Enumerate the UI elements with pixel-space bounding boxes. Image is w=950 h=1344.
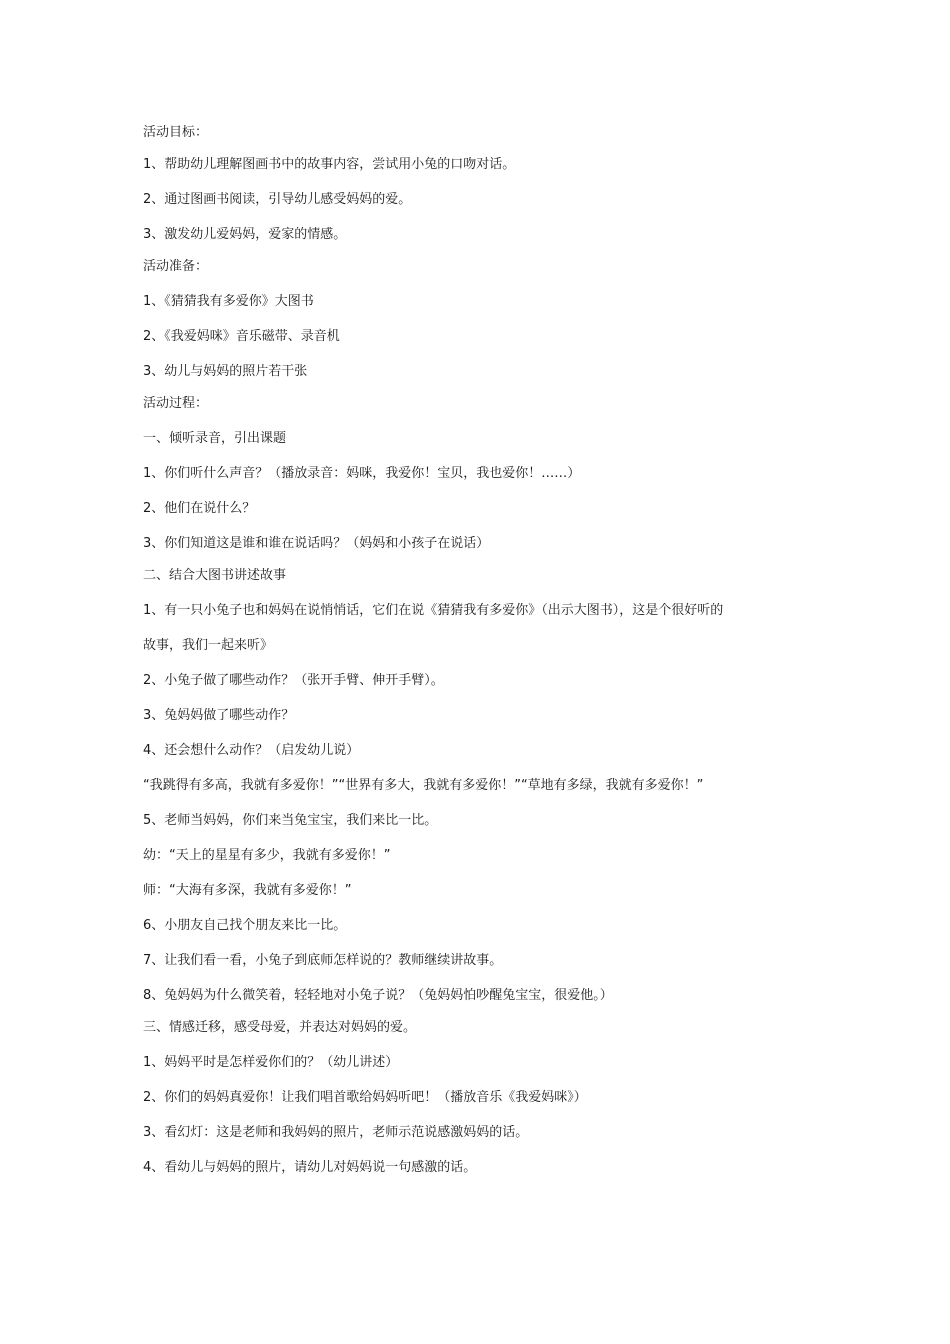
process-2-quote: “我跳得有多高，我就有多爱你！”“世界有多大，我就有多爱你！”“草地有多绿，我就有多爱你！” — [143, 778, 704, 793]
prep-item-3: 3、幼儿与妈妈的照片若干张 — [143, 364, 308, 379]
process-2-item-8: 8、兔妈妈为什么微笑着，轻轻地对小兔子说？（兔妈妈怕吵醒兔宝宝，很爱他。） — [143, 988, 613, 1003]
goal-item-1: 1、帮助幼儿理解图画书中的故事内容，尝试用小兔的口吻对话。 — [143, 157, 516, 172]
process-1-item-1: 1、你们听什么声音？（播放录音：妈咪，我爱你！宝贝，我也爱你！……） — [143, 466, 581, 481]
process-2-item-1-cont: 故事，我们一起来听》 — [143, 638, 274, 653]
process-2-item-1: 1、有一只小兔子也和妈妈在说悄悄话，它们在说《猜猜我有多爱你》（出示大图书），这是个很好听的 — [143, 603, 724, 618]
process-2-item-7: 7、让我们看一看，小兔子到底师怎样说的？教师继续讲故事。 — [143, 953, 503, 968]
prep-item-2: 2、《我爱妈咪》音乐磁带、录音机 — [143, 329, 340, 344]
section-heading-process: 活动过程： — [143, 396, 209, 411]
process-part-3-heading: 三、情感迁移，感受母爱，并表达对妈妈的爱。 — [143, 1020, 417, 1035]
process-2-item-6: 6、小朋友自己找个朋友来比一比。 — [143, 918, 347, 933]
process-2-item-3: 3、兔妈妈做了哪些动作？ — [143, 708, 295, 723]
process-part-1-heading: 一、倾听录音，引出课题 — [143, 431, 287, 446]
document-body — [143, 124, 823, 1194]
process-2-teacher-line: 师：“大海有多深，我就有多爱你！” — [143, 883, 352, 898]
section-heading-goals: 活动目标： — [143, 125, 209, 140]
goal-item-3: 3、激发幼儿爱妈妈，爱家的情感。 — [143, 227, 347, 242]
process-2-item-4: 4、还会想什么动作？（启发幼儿说） — [143, 743, 360, 758]
process-2-item-2: 2、小兔子做了哪些动作？（张开手臂、伸开手臂）。 — [143, 673, 444, 688]
process-3-item-4: 4、看幼儿与妈妈的照片，请幼儿对妈妈说一句感激的话。 — [143, 1160, 477, 1175]
process-3-item-2: 2、你们的妈妈真爱你！让我们唱首歌给妈妈听吧！（播放音乐《我爱妈咪》） — [143, 1090, 587, 1105]
prep-item-1: 1、《猜猜我有多爱你》大图书 — [143, 294, 314, 309]
process-3-item-3: 3、看幻灯：这是老师和我妈妈的照片，老师示范说感激妈妈的话。 — [143, 1125, 529, 1140]
process-1-item-3: 3、你们知道这是谁和谁在说话吗？（妈妈和小孩子在说话） — [143, 536, 490, 551]
process-part-2-heading: 二、结合大图书讲述故事 — [143, 568, 287, 583]
section-heading-preparation: 活动准备： — [143, 259, 209, 274]
process-2-item-5: 5、老师当妈妈，你们来当兔宝宝，我们来比一比。 — [143, 813, 438, 828]
process-2-child-line: 幼：“天上的星星有多少，我就有多爱你！” — [143, 848, 391, 863]
process-1-item-2: 2、他们在说什么？ — [143, 501, 256, 516]
process-3-item-1: 1、妈妈平时是怎样爱你们的？（幼儿讲述） — [143, 1055, 399, 1070]
goal-item-2: 2、通过图画书阅读，引导幼儿感受妈妈的爱。 — [143, 192, 412, 207]
